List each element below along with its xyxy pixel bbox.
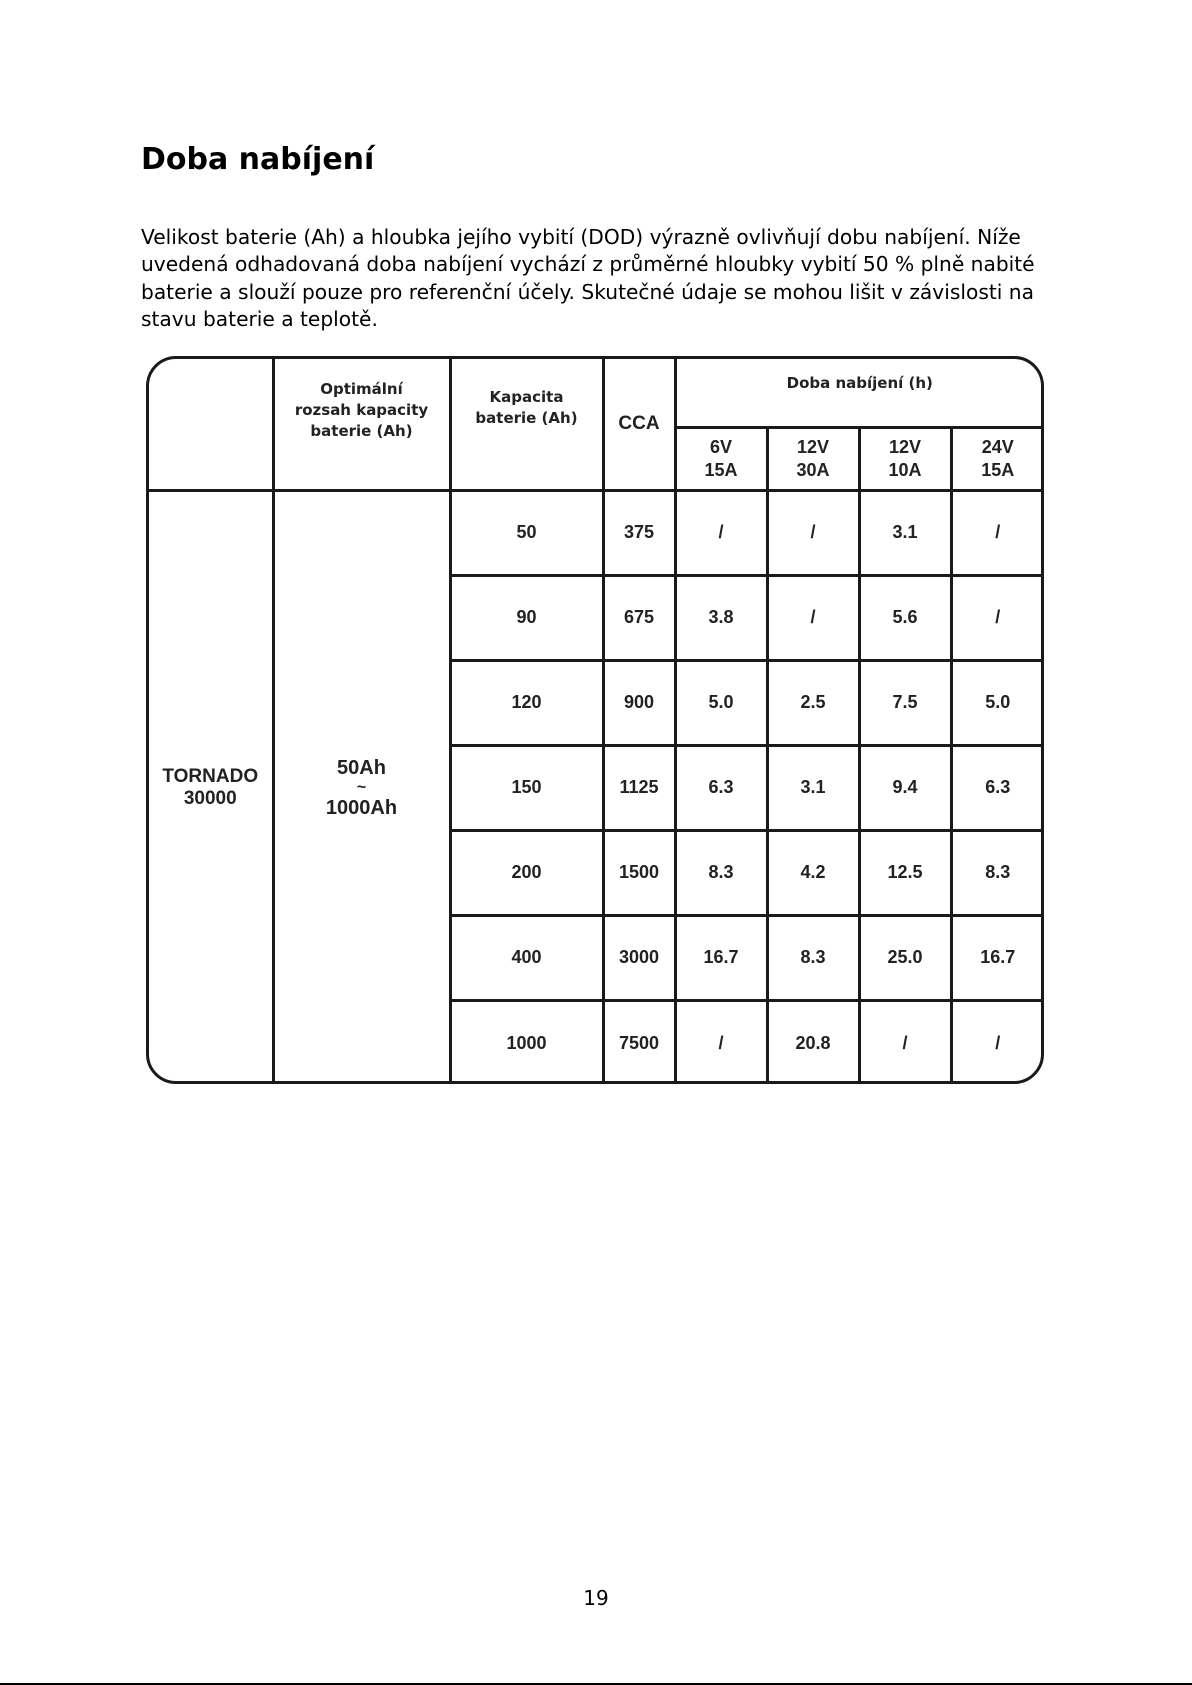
header-optimal-range: Optimální rozsah kapacity baterie (Ah) bbox=[273, 359, 450, 490]
charge-time-cell: / bbox=[675, 490, 767, 575]
charge-time-cell: 7.5 bbox=[859, 660, 951, 745]
header-mode-24v-15a: 24V 15A bbox=[951, 427, 1043, 490]
intro-paragraph: Velikost baterie (Ah) a hloubka jejího vybití (DOD) výrazně ovlivňují dobu nabíjení. Níže uvedená odhadovaná doba nabíjení vychází z průměrné hloubky vybití 50 % plně nabité baterie a slouží pouze pro referenční účely. Skutečné údaje se mohou lišit v závislosti na stavu baterie a teplotě. bbox=[141, 225, 1035, 331]
charge-time-cell: 3.1 bbox=[859, 490, 951, 575]
header-mode-12v-10a: 12V 10A bbox=[859, 427, 951, 490]
cca-cell: 675 bbox=[603, 575, 675, 660]
charge-time-cell: / bbox=[767, 490, 859, 575]
capacity-cell: 90 bbox=[450, 575, 603, 660]
capacity-cell: 1000 bbox=[450, 1000, 603, 1084]
capacity-cell: 150 bbox=[450, 745, 603, 830]
charge-time-cell: 8.3 bbox=[951, 830, 1043, 915]
charge-time-cell: / bbox=[767, 575, 859, 660]
charge-time-table-frame bbox=[146, 356, 1044, 1084]
charge-time-cell: / bbox=[951, 575, 1043, 660]
cca-cell: 7500 bbox=[603, 1000, 675, 1084]
charge-time-cell: 6.3 bbox=[675, 745, 767, 830]
cca-cell: 375 bbox=[603, 490, 675, 575]
header-mode-6v-15a: 6V 15A bbox=[675, 427, 767, 490]
optimal-range-cell: 50Ah ~ 1000Ah bbox=[273, 490, 450, 1084]
charge-time-cell: 2.5 bbox=[767, 660, 859, 745]
charge-time-cell: 16.7 bbox=[951, 915, 1043, 1000]
cca-cell: 1500 bbox=[603, 830, 675, 915]
charge-time-cell: 8.3 bbox=[767, 915, 859, 1000]
charge-time-table bbox=[149, 359, 1043, 1084]
charge-time-cell: 8.3 bbox=[675, 830, 767, 915]
charge-time-cell: 12.5 bbox=[859, 830, 951, 915]
capacity-cell: 200 bbox=[450, 830, 603, 915]
charge-time-cell: 9.4 bbox=[859, 745, 951, 830]
cca-cell: 900 bbox=[603, 660, 675, 745]
table-row bbox=[149, 490, 1043, 575]
model-cell: TORNADO 30000 bbox=[149, 490, 273, 1084]
page-title: Doba nabíjení bbox=[141, 142, 375, 177]
header-charge-time: Doba nabíjení (h) bbox=[675, 359, 1043, 427]
capacity-cell: 50 bbox=[450, 490, 603, 575]
charge-time-cell: 20.8 bbox=[767, 1000, 859, 1084]
charge-time-cell: 4.2 bbox=[767, 830, 859, 915]
header-cca: CCA bbox=[603, 359, 675, 490]
charge-time-cell: / bbox=[951, 1000, 1043, 1084]
header-model-empty bbox=[149, 359, 273, 490]
capacity-cell: 400 bbox=[450, 915, 603, 1000]
charge-time-cell: 16.7 bbox=[675, 915, 767, 1000]
charge-time-cell: 25.0 bbox=[859, 915, 951, 1000]
charge-time-cell: 6.3 bbox=[951, 745, 1043, 830]
cca-cell: 1125 bbox=[603, 745, 675, 830]
page-number: 19 bbox=[583, 1586, 609, 1610]
header-mode-12v-30a: 12V 30A bbox=[767, 427, 859, 490]
charge-time-cell: / bbox=[675, 1000, 767, 1084]
capacity-cell: 120 bbox=[450, 660, 603, 745]
charge-time-cell: 5.6 bbox=[859, 575, 951, 660]
charge-time-cell: 3.8 bbox=[675, 575, 767, 660]
charge-time-cell: / bbox=[859, 1000, 951, 1084]
cca-cell: 3000 bbox=[603, 915, 675, 1000]
charge-time-cell: 5.0 bbox=[951, 660, 1043, 745]
charge-time-cell: 3.1 bbox=[767, 745, 859, 830]
header-capacity: Kapacita baterie (Ah) bbox=[450, 359, 603, 490]
charge-time-cell: / bbox=[951, 490, 1043, 575]
charge-time-cell: 5.0 bbox=[675, 660, 767, 745]
